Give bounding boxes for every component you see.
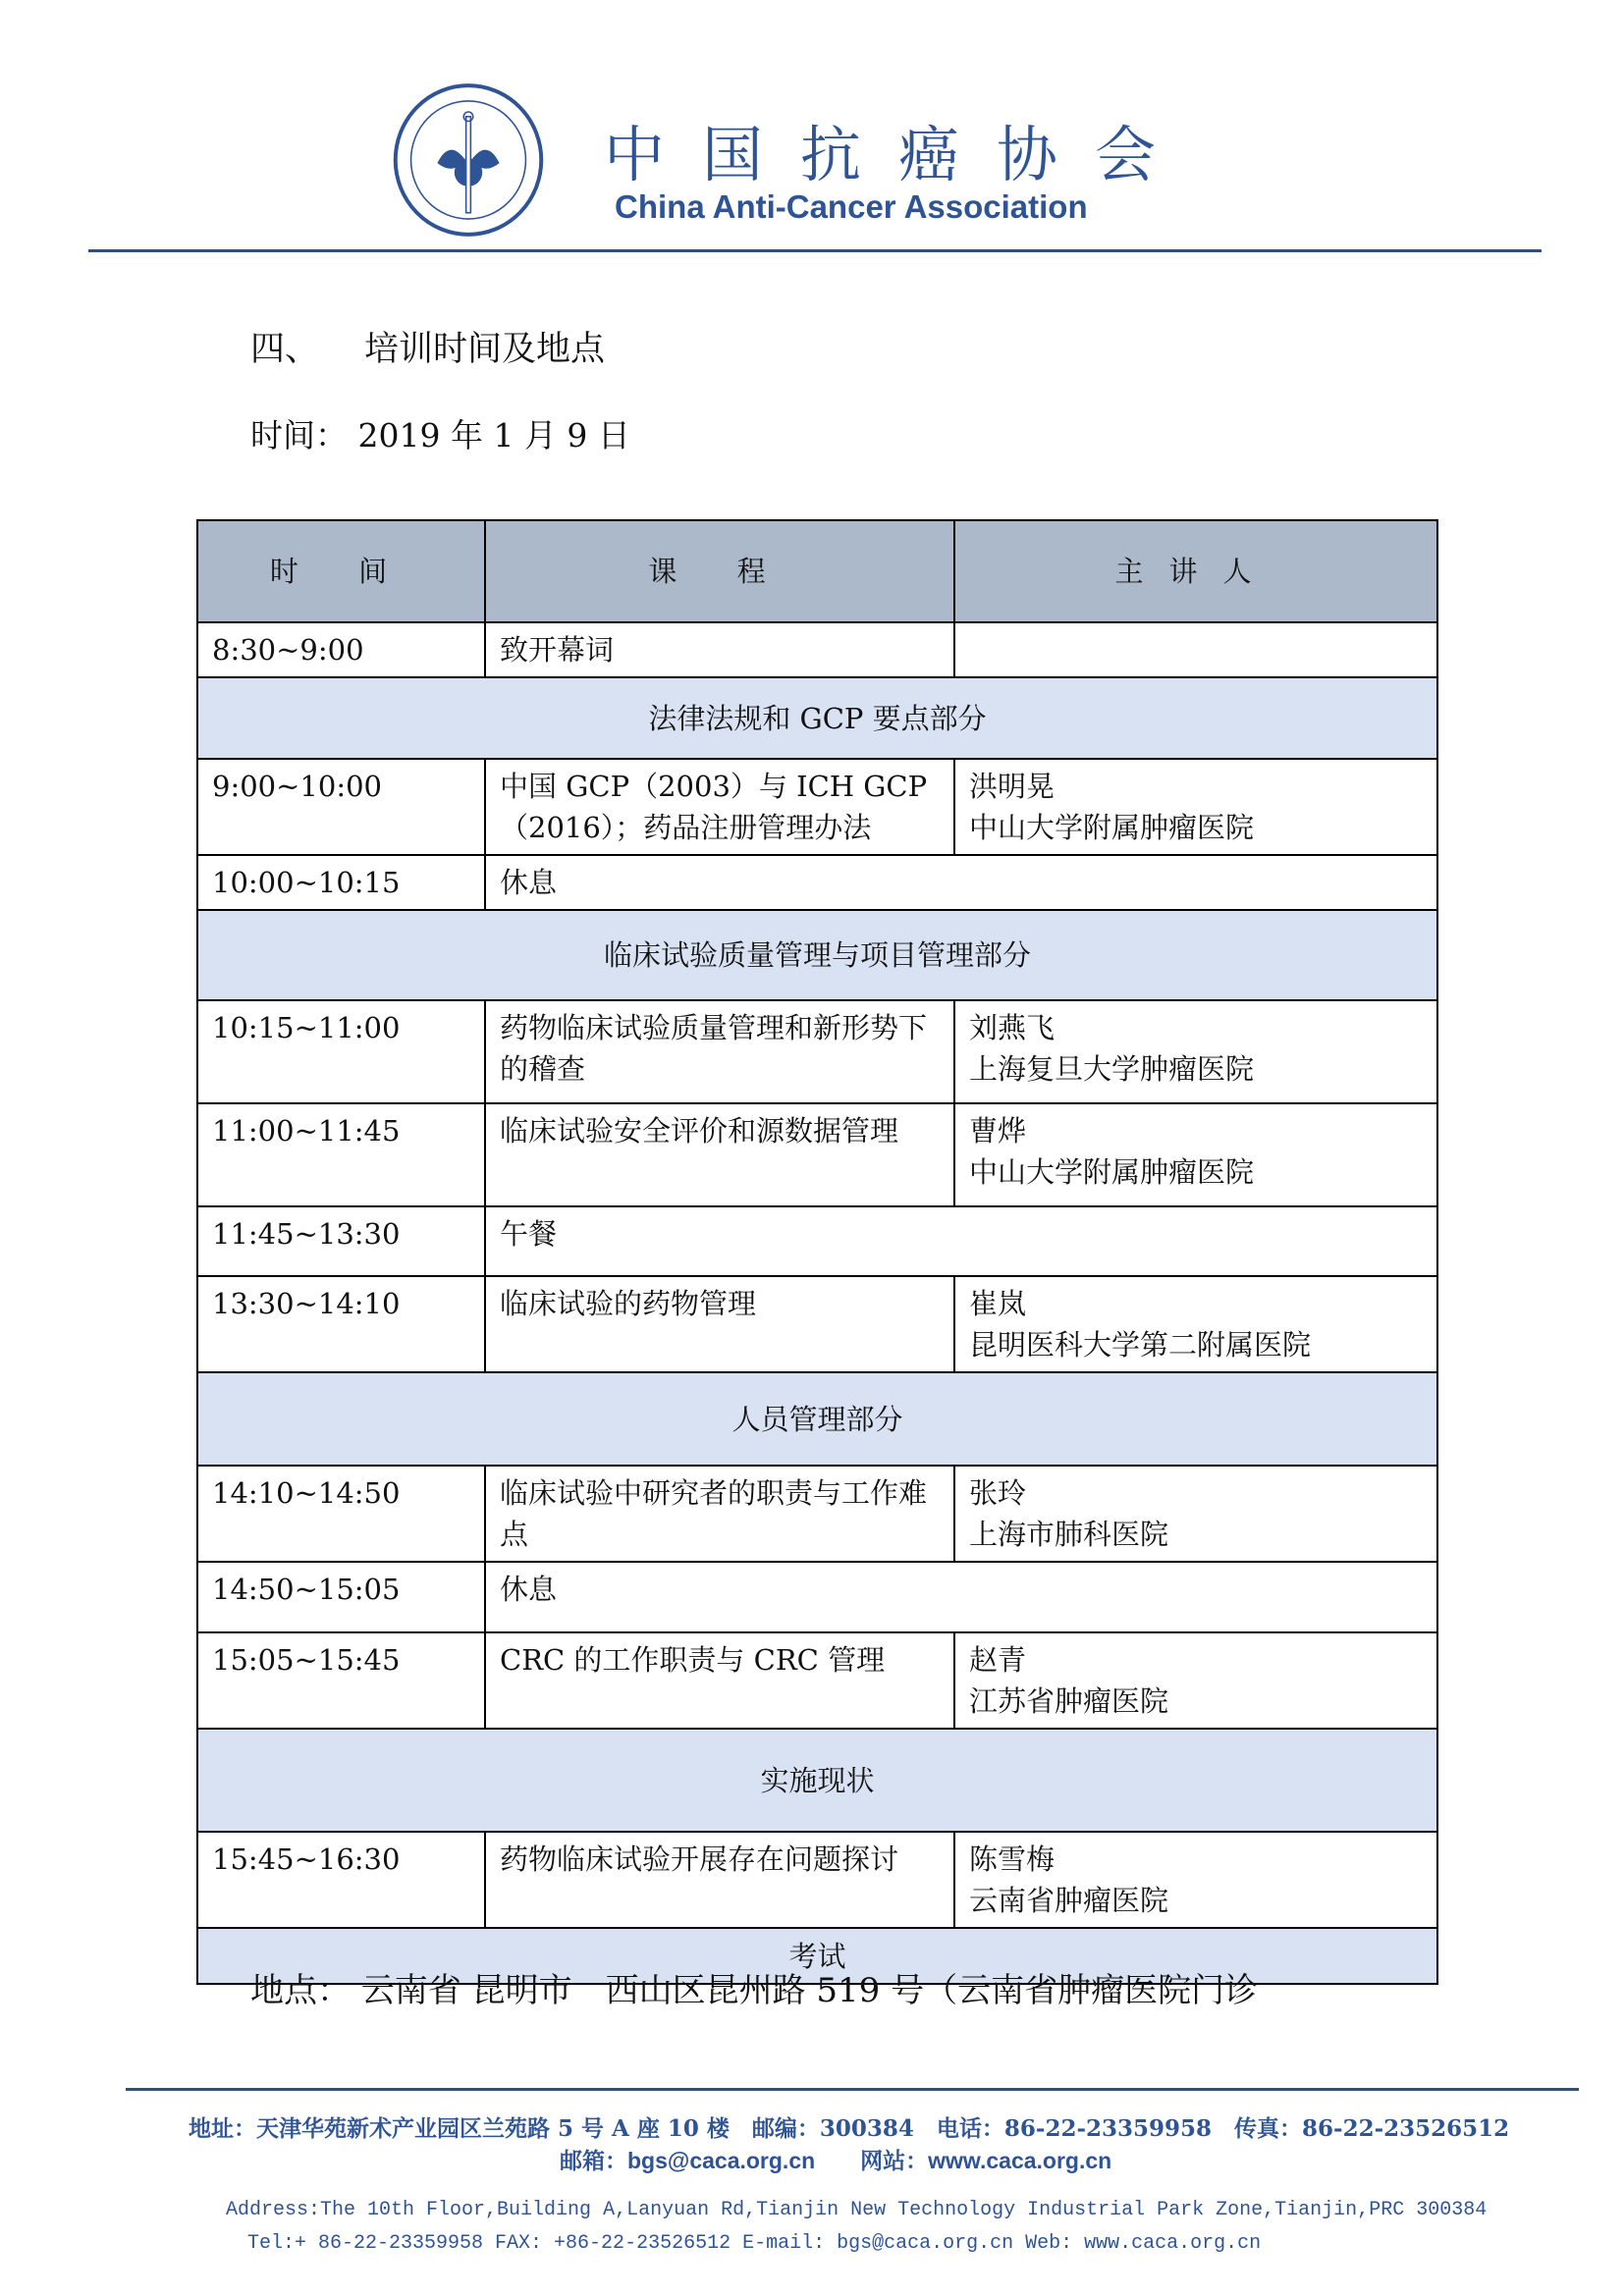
speaker-org: 云南省肿瘤医院 <box>969 1884 1169 1917</box>
speaker-name: 崔岚 <box>969 1287 1027 1320</box>
section-row <box>197 677 1437 759</box>
course-cell: 中国 GCP（2003）与 ICH GCP（2016）；药品注册管理办法 <box>485 759 954 855</box>
time-cell: 15:05~15:45 <box>197 1632 485 1729</box>
header-divider <box>88 249 1542 252</box>
speaker-name: 刘燕飞 <box>969 1011 1056 1044</box>
table-row <box>197 1832 1437 1928</box>
table-row <box>197 1632 1437 1729</box>
course-cell: 休息 <box>485 1562 1437 1632</box>
section-row <box>197 1729 1437 1832</box>
time-cell: 10:15~11:00 <box>197 1000 485 1103</box>
table-row <box>197 622 1437 677</box>
speaker-cell <box>954 1103 1437 1206</box>
header-time: 时 间 <box>197 520 485 622</box>
speaker-cell <box>954 1632 1437 1729</box>
time-cell: 13:30~14:10 <box>197 1276 485 1372</box>
footer-address-cn: 地址：天津华苑新术产业园区兰苑路 5 号 A 座 10 楼 邮编：300384 电话：86-22-23359958 传真：86-22-23526512 <box>189 2115 1510 2142</box>
table-row <box>197 1562 1437 1632</box>
org-name-en: China Anti-Cancer Association <box>615 188 1088 225</box>
course-cell: CRC 的工作职责与 CRC 管理 <box>485 1632 954 1729</box>
speaker-cell <box>954 1276 1437 1372</box>
table-row <box>197 1206 1437 1276</box>
speaker-cell <box>954 1466 1437 1562</box>
footer-divider <box>126 2088 1579 2091</box>
speaker-org: 昆明医科大学第二附属医院 <box>969 1328 1312 1362</box>
footer-contact-en: Tel:+ 86-22-23359958 FAX: +86-22-23526512 E-mail: bgs@caca.org.cn Web: www.caca.org.cn <box>247 2232 1262 2255</box>
section-row <box>197 1372 1437 1466</box>
section-heading <box>250 322 650 371</box>
speaker-name: 曹烨 <box>969 1114 1027 1148</box>
speaker-org: 中山大学附属肿瘤医院 <box>969 1155 1255 1189</box>
time-cell: 15:45~16:30 <box>197 1832 485 1928</box>
date-line: 时间： 2019 年 1 月 9 日 <box>250 416 630 454</box>
section-title: 实施现状 <box>197 1729 1437 1832</box>
section-number: 四、 <box>250 330 320 369</box>
org-name-cn: 中国抗癌协会 <box>604 119 1194 190</box>
footer-address-en: Address:The 10th Floor,Building A,Lanyuan Rd,Tianjin New Technology Industrial Park Zone,Tianjin,PRC 300384 <box>226 2199 1488 2221</box>
table-header-row <box>197 520 1437 622</box>
section-title: 考试 <box>197 1928 1437 1984</box>
section-title: 人员管理部分 <box>197 1372 1437 1466</box>
time-cell: 14:50~15:05 <box>197 1562 485 1632</box>
section-row <box>197 910 1437 1000</box>
course-cell: 午餐 <box>485 1206 1437 1276</box>
section-title: 临床试验质量管理与项目管理部分 <box>197 910 1437 1000</box>
course-cell: 临床试验中研究者的职责与工作难点 <box>485 1466 954 1562</box>
course-cell: 临床试验的药物管理 <box>485 1276 954 1372</box>
table-row <box>197 1000 1437 1103</box>
table-row <box>197 855 1437 910</box>
course-cell: 致开幕词 <box>485 622 954 677</box>
course-cell: 药物临床试验质量管理和新形势下的稽查 <box>485 1000 954 1103</box>
speaker-org: 上海复旦大学肿瘤医院 <box>969 1052 1255 1086</box>
speaker-name: 赵青 <box>969 1643 1027 1677</box>
association-logo <box>391 82 546 238</box>
time-cell: 11:00~11:45 <box>197 1103 485 1206</box>
speaker-name: 陈雪梅 <box>969 1842 1056 1876</box>
speaker-name: 洪明晃 <box>969 770 1056 803</box>
schedule-table <box>196 519 1438 1985</box>
time-cell: 11:45~13:30 <box>197 1206 485 1276</box>
header-course: 课 程 <box>485 520 954 622</box>
speaker-cell <box>954 622 1437 677</box>
speaker-org: 上海市肺科医院 <box>969 1518 1169 1551</box>
speaker-org: 中山大学附属肿瘤医院 <box>969 811 1255 844</box>
time-cell: 8:30~9:00 <box>197 622 485 677</box>
table-row <box>197 1276 1437 1372</box>
table-row <box>197 1103 1437 1206</box>
table-row <box>197 1466 1437 1562</box>
course-cell: 休息 <box>485 855 1437 910</box>
place-line: 地点： 云南省 昆明市 西山区昆州路 519 号（云南省肿瘤医院门诊 <box>250 1971 1259 2010</box>
time-cell: 14:10~14:50 <box>197 1466 485 1562</box>
footer-contact-cn: 邮箱：bgs@caca.org.cn 网站：www.caca.org.cn <box>560 2148 1112 2173</box>
speaker-name: 张玲 <box>969 1476 1027 1510</box>
time-cell: 10:00~10:15 <box>197 855 485 910</box>
course-cell: 临床试验安全评价和源数据管理 <box>485 1103 954 1206</box>
speaker-org: 江苏省肿瘤医院 <box>969 1684 1169 1718</box>
section-title: 培训时间及地点 <box>364 330 606 369</box>
speaker-cell <box>954 1000 1437 1103</box>
course-cell: 药物临床试验开展存在问题探讨 <box>485 1832 954 1928</box>
header-speaker: 主讲人 <box>954 520 1437 622</box>
speaker-cell <box>954 1832 1437 1928</box>
time-cell: 9:00~10:00 <box>197 759 485 855</box>
speaker-cell <box>954 759 1437 855</box>
table-row <box>197 759 1437 855</box>
section-title: 法律法规和 GCP 要点部分 <box>197 677 1437 759</box>
